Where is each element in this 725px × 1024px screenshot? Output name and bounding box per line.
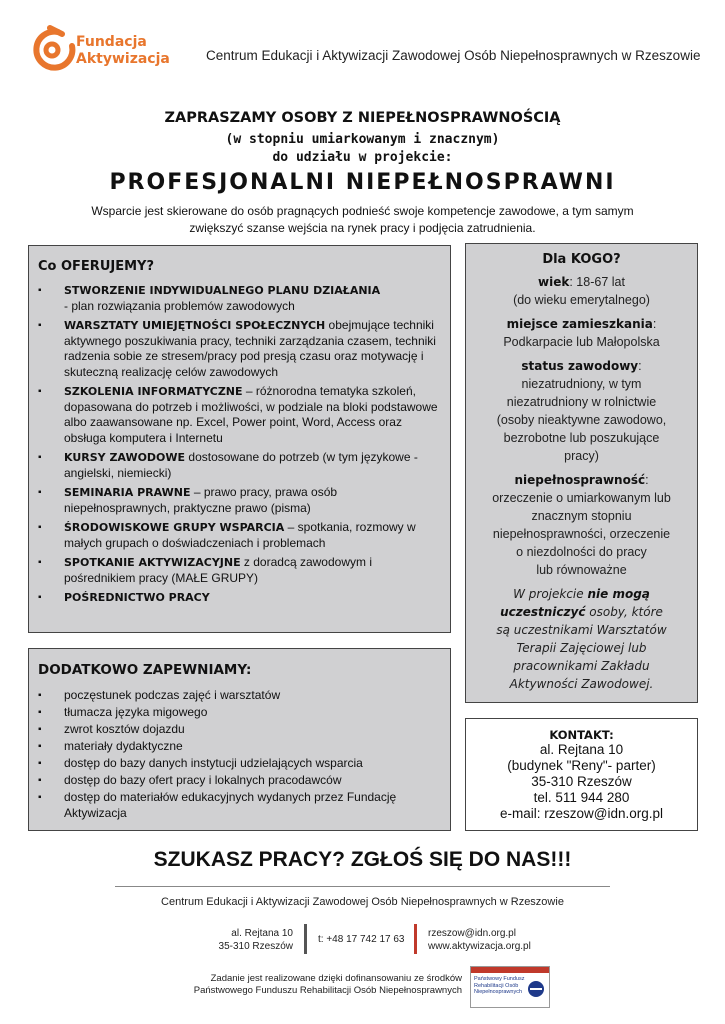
list-item — [32, 520, 440, 551]
age-value: : 18-67 lat — [569, 275, 625, 289]
disability-colon: : — [645, 473, 649, 487]
list-item — [32, 384, 440, 446]
funding-line: Zadanie jest realizowane dzięki dofinansowaniu ze środków — [210, 973, 462, 984]
pfron-line: Państwowy Fundusz — [474, 976, 525, 982]
age-label: wiek — [538, 275, 570, 289]
slogan: SZUKASZ PRACY? ZGŁOŚ SIĘ DO NAS!!! — [153, 848, 572, 871]
offer-item-title: SEMINARIA PRAWNE — [64, 486, 191, 499]
logo-text — [76, 34, 170, 68]
note-line — [466, 585, 697, 603]
offer-item-text: z doradcą zawodowym i pośrednikiem pracy (MAŁE GRUPY) — [64, 555, 372, 585]
header-title: Centrum Edukacji i Aktywizacji Zawodowej Osób Niepełnosprawnych w Rzeszowie — [206, 48, 701, 63]
list-item — [32, 485, 440, 516]
funding-line: Państwowego Funduszu Rehabilitacji Osób Niepełnosprawnych — [193, 985, 462, 996]
offer-item-title: ŚRODOWISKOWE GRUPY WSPARCIA — [64, 521, 285, 534]
list-item — [32, 555, 440, 586]
note-line — [466, 603, 697, 621]
disability-text: o niezdolności do pracy — [516, 545, 647, 559]
disability-label: niepełnosprawność — [514, 473, 646, 487]
offer-item-text: obejmujące techniki aktywnego poszukiwania pracy, techniki zarządzania czasem, techniki radzenia sobie ze stresem/pracy pod presją czasu oraz motywację i skuteczną realizację celów zawodowych — [64, 318, 436, 379]
invite-subheading: (w stopniu umiarkowanym i znacznym) — [225, 132, 500, 147]
list-item — [32, 283, 440, 314]
list-item — [32, 450, 440, 481]
list-item: ▪ dostęp do bazy danych instytucji udzielających wsparcia — [32, 756, 402, 772]
status-text: niezatrudniony, w tym — [521, 377, 642, 391]
residence-value: Podkarpacie lub Małopolska — [503, 335, 660, 349]
list-item — [32, 318, 440, 380]
intro-description — [40, 203, 685, 237]
note-emphasis: nie mogą — [587, 587, 650, 601]
offer-title: Co OFERUJEMY? — [38, 259, 154, 274]
logo-line2: Aktywizacja — [76, 51, 170, 67]
contact-postcode: 35-310 Rzeszów — [531, 774, 632, 789]
list-item: ▪ zwrot kosztów dojazdu — [32, 722, 402, 738]
contact-address: al. Rejtana 10 — [539, 742, 624, 757]
list-item: ▪ dostęp do materiałów edukacyjnych wydanych przez Fundację Aktywizacja — [32, 790, 402, 821]
intro-desc-line1: Wsparcie jest skierowane do osób pragnących podnieść swoje kompetencje zawodowe, a tym samym — [91, 204, 634, 218]
disability-text: lub równoważne — [536, 563, 627, 577]
footer-phone: t: +48 17 742 17 63 — [318, 934, 405, 945]
residence-label: miejsce zamieszkania — [506, 317, 653, 331]
status-line — [466, 357, 697, 375]
disability-line — [466, 471, 697, 489]
status-colon: : — [638, 359, 642, 373]
footer-separator — [304, 924, 307, 954]
extra-box — [28, 648, 451, 831]
invite-heading: ZAPRASZAMY OSOBY Z NIEPEŁNOSPRAWNOŚCIĄ — [164, 110, 561, 126]
note-text: osoby, które — [585, 605, 663, 619]
list-item: ▪ dostęp do bazy ofert pracy i lokalnych pracodawców — [32, 773, 402, 789]
pfron-logo-stripe — [471, 967, 549, 973]
funding-note — [150, 973, 462, 997]
footer-address — [218, 927, 293, 953]
list-item: ▪ poczęstunek podczas zajęć i warsztatów — [32, 688, 402, 704]
offer-item-title: POŚREDNICTWO PRACY — [64, 591, 210, 604]
list-item: ▪ tłumacza języka migowego — [32, 705, 402, 721]
status-text: pracy) — [564, 449, 599, 463]
pfron-line: Rehabilitacji Osób — [474, 982, 519, 989]
offer-item-title: SZKOLENIA INFORMATYCZNE — [64, 385, 243, 398]
contact-phone: tel. 511 944 280 — [533, 790, 630, 805]
logo-line1: Fundacja — [76, 34, 147, 50]
target-group-box — [465, 243, 698, 703]
status-label: status zawodowy — [521, 359, 639, 373]
residence-line — [466, 315, 697, 333]
note-emphasis: uczestniczyć — [500, 605, 586, 619]
footer-separator — [414, 924, 417, 954]
disability-text: niepełnosprawności, orzeczenie — [492, 527, 671, 541]
age-note: (do wieku emerytalnego) — [513, 293, 650, 307]
list-item: ▪ materiały dydaktyczne — [32, 739, 402, 755]
invite-participation: do udziału w projekcie: — [272, 150, 453, 165]
offer-item-text: – prawo pracy, prawa osób niepełnosprawnych, praktyczne prawo (pisma) — [64, 485, 338, 515]
age-line — [466, 273, 697, 291]
extra-title: DODATKOWO ZAPEWNIAMY: — [38, 662, 252, 678]
status-text: niezatrudniony w rolnictwie — [506, 395, 657, 409]
pfron-emblem-icon — [526, 979, 546, 999]
footer-address-line: 35-310 Rzeszów — [218, 941, 293, 952]
exclusion-note — [466, 585, 697, 693]
disability-text: znacznym stopniu — [531, 509, 632, 523]
status-text: (osoby nieaktywne zawodowo, — [496, 413, 667, 427]
offer-item-text: dostosowane do potrzeb (w tym językowe - angielski, niemiecki) — [64, 450, 418, 480]
project-title: PROFESJONALNI NIEPEŁNOSPRAWNI — [109, 170, 616, 195]
offer-item-title: STWORZENIE INDYWIDUALNEGO PLANU DZIAŁANIA — [64, 284, 381, 297]
footer-web-contacts — [428, 927, 531, 953]
who-title: Dla KOGO? — [542, 252, 621, 267]
offer-list — [32, 283, 440, 610]
offer-item-text: - plan rozwiązania problemów zawodowych — [64, 298, 295, 313]
offer-box — [28, 245, 451, 633]
footer-divider — [115, 886, 610, 887]
contact-title: KONTAKT: — [549, 728, 614, 742]
note-text: W projekcie — [513, 587, 588, 601]
offer-item-title: SPOTKANIE AKTYWIZACYJNE — [64, 556, 241, 569]
note-line: są uczestnikami Warsztatów — [496, 623, 667, 637]
note-line: Aktywności Zawodowej. — [509, 677, 654, 691]
note-line: Terapii Zajęciowej lub — [516, 641, 647, 655]
disability-text: orzeczenie o umiarkowanym lub — [492, 491, 671, 505]
note-line: pracownikami Zakładu — [513, 659, 650, 673]
footer-address-line: al. Rejtana 10 — [231, 928, 293, 939]
intro-desc-line2: zwiększyć szanse wejścia na rynek pracy i podjęcia zatrudnienia. — [189, 221, 536, 235]
offer-item-title: KURSY ZAWODOWE — [64, 451, 186, 464]
residence-colon: : — [652, 317, 657, 331]
pfron-logo-text — [474, 976, 524, 996]
footer-email[interactable]: rzeszow@idn.org.pl — [428, 928, 516, 939]
contact-box — [465, 718, 698, 831]
pfron-line: Niepełnosprawnych — [474, 989, 522, 995]
footer-website[interactable]: www.aktywizacja.org.pl — [428, 941, 531, 952]
contact-email[interactable]: e-mail: rzeszow@idn.org.pl — [499, 806, 663, 821]
footer-title: Centrum Edukacji i Aktywizacji Zawodowej Osób Niepełnosprawnych w Rzeszowie — [161, 896, 564, 908]
pfron-logo — [470, 966, 550, 1008]
contact-building: (budynek "Reny"- parter) — [507, 758, 656, 773]
offer-item-title: WARSZTATY UMIEJĘTNOŚCI SPOŁECZNYCH — [64, 319, 326, 332]
status-text: bezrobotne lub poszukujące — [503, 431, 660, 445]
extra-list — [32, 688, 402, 823]
offer-item-text: – różnorodna tematyka szkoleń, dopasowana do potrzeb i możliwości, w podziale na bloki podstawowe albo zaawansowane np. Excel, Power point, Word, Access oraz obsługa komputera i Internetu — [64, 384, 438, 445]
offer-item-text: – spotkania, rozmowy w małych grupach o doświadczeniach i problemach — [64, 520, 416, 550]
list-item — [32, 590, 440, 606]
